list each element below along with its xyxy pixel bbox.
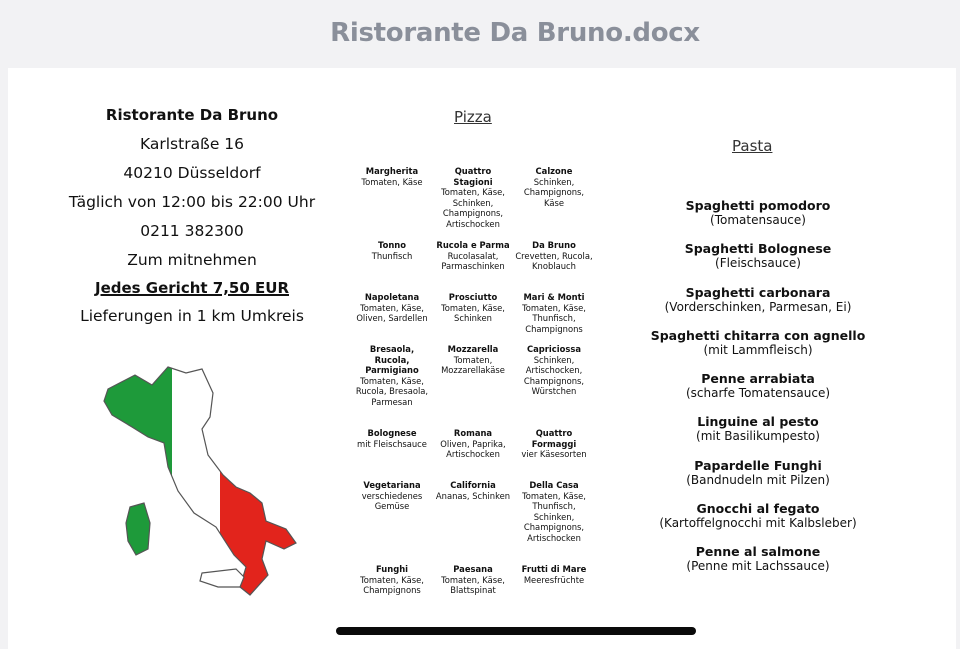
pizza-item: [515, 480, 593, 544]
pizza-desc: Tomaten, Käse, Champignons: [360, 574, 424, 596]
pizza-item: [434, 564, 512, 596]
pizza-item: [434, 166, 512, 230]
pizza-desc: Tomaten, Käse, Schinken, Champignons, Artischocken: [441, 187, 505, 229]
pizza-item: [434, 428, 512, 460]
pizza-heading: Pizza: [454, 108, 492, 126]
pizza-name: Quattro Stagioni: [453, 166, 493, 187]
pizza-name: Rucola e Parma: [436, 240, 510, 250]
pasta-desc: (mit Basilikumpesto): [696, 429, 820, 444]
price-note: Jedes Gericht 7,50 EUR: [94, 279, 289, 297]
pasta-desc: (Vorderschinken, Parmesan, Ei): [664, 299, 852, 314]
pizza-name: Bolognese: [367, 428, 417, 438]
pizza-desc: Ananas, Schinken: [435, 490, 511, 501]
pizza-item: [353, 240, 431, 261]
pasta-name: Gnocchi al fegato: [696, 501, 820, 517]
pizza-name: Quattro Formaggi: [531, 428, 577, 449]
pasta-desc: (Penne mit Lachssauce): [686, 559, 830, 574]
italy-map-image: [90, 363, 305, 603]
pizza-name: Frutti di Mare: [521, 564, 587, 574]
pizza-name: Da Bruno: [532, 240, 576, 250]
pizza-name: Funghi: [375, 564, 409, 574]
pizza-name: Mari & Monti: [523, 292, 585, 302]
pizza-item: [353, 166, 431, 187]
pasta-item: [638, 458, 878, 501]
pizza-desc: Tomaten, Käse, Schinken: [441, 302, 505, 324]
pizza-desc: Oliven, Paprika, Artischocken: [440, 438, 506, 460]
pizza-desc: vier Käsesorten: [521, 449, 587, 460]
pasta-item: [638, 371, 878, 414]
pasta-name: Spaghetti pomodoro: [685, 198, 831, 213]
pizza-desc: mit Fleischsauce: [357, 438, 427, 449]
pizza-item: [515, 292, 593, 334]
pizza-name: Prosciutto: [448, 292, 498, 302]
pizza-name: Vegetariana: [363, 480, 421, 490]
pizza-name: Paesana: [453, 564, 493, 574]
pizza-item: [353, 480, 431, 512]
pasta-name: Penne al salmone: [695, 544, 821, 560]
pizza-name: Romana: [453, 428, 493, 438]
restaurant-city: 40210 Düsseldorf: [123, 164, 261, 182]
pizza-desc: Tomaten, Käse: [361, 176, 423, 187]
pizza-name: California: [450, 480, 496, 490]
takeaway-note: Zum mitnehmen: [127, 251, 257, 269]
pizza-item: [434, 480, 512, 501]
pizza-item: [434, 240, 512, 272]
phone-number: 0211 382300: [140, 222, 244, 240]
pizza-desc: Rucolasalat, Parmaschinken: [441, 250, 505, 272]
pasta-desc: (Kartoffelgnocchi mit Kalbsleber): [659, 516, 857, 531]
restaurant-name: Ristorante Da Bruno: [105, 106, 279, 124]
restaurant-street: Karlstraße 16: [139, 135, 245, 153]
document-page[interactable]: [8, 68, 956, 649]
pizza-desc: Tomaten, Käse, Thunfisch, Schinken, Champignons, Artischocken: [522, 490, 586, 543]
pasta-name: Spaghetti carbonara: [685, 284, 831, 300]
pasta-name: Linguine al pesto: [697, 414, 819, 430]
pizza-desc: Meeresfrüchte: [523, 574, 585, 585]
pizza-item: [353, 428, 431, 449]
pasta-desc: (Bandnudeln mit Pilzen): [686, 472, 830, 487]
pasta-name: Penne arrabiata: [701, 371, 815, 387]
pasta-item: [638, 414, 878, 457]
pizza-item: [515, 166, 593, 208]
pizza-item: [515, 240, 593, 272]
pasta-item: [638, 544, 878, 587]
pasta-item: [638, 328, 878, 371]
pizza-name: Calzone: [535, 166, 573, 176]
pizza-item: [515, 344, 593, 397]
document-title: Ristorante Da Bruno.docx: [330, 18, 700, 48]
pizza-desc: Schinken, Champignons, Käse: [523, 176, 585, 208]
pizza-item: [515, 428, 593, 460]
pizza-name: Napoletana: [364, 292, 420, 302]
pizza-name: Mozzarella: [447, 344, 499, 354]
pasta-item: [638, 285, 878, 328]
pizza-desc: Schinken, Artischocken, Champignons, Würstchen: [523, 354, 585, 397]
pasta-desc: (Tomatensauce): [710, 213, 806, 227]
pasta-heading: Pasta: [732, 137, 773, 155]
pasta-item: [638, 198, 878, 241]
pasta-desc: (mit Lammfleisch): [703, 342, 813, 357]
pizza-desc: Tomaten, Käse, Rucola, Bresaola, Parmesan: [355, 375, 429, 407]
pasta-list: [638, 198, 878, 588]
pasta-desc: (scharfe Tomatensauce): [685, 386, 831, 401]
pasta-item: [638, 501, 878, 544]
delivery-note: Lieferungen in 1 km Umkreis: [80, 307, 304, 325]
pizza-desc: Tomaten, Käse, Thunfisch, Champignons: [522, 302, 586, 334]
pizza-item: [353, 564, 431, 596]
pizza-name: Bresaola, Rucola, Parmigiano: [365, 344, 419, 376]
pizza-item: [353, 344, 431, 408]
pizza-desc: verschiedenes Gemüse: [361, 490, 423, 512]
pizza-item: [353, 292, 431, 324]
opening-hours: Täglich von 12:00 bis 22:00 Uhr: [68, 193, 316, 211]
pasta-name: Spaghetti Bolognese: [684, 241, 832, 257]
pasta-item: [638, 241, 878, 284]
pizza-name: Margherita: [365, 166, 419, 176]
pizza-desc: Tomaten, Käse, Blattspinat: [441, 574, 505, 596]
pizza-name: Della Casa: [529, 480, 579, 490]
pizza-item: [515, 564, 593, 585]
restaurant-info: [62, 106, 322, 335]
pizza-item: [434, 344, 512, 376]
pizza-desc: Thunfisch: [371, 250, 413, 261]
pizza-name: Tonno: [377, 240, 407, 250]
home-indicator-bar[interactable]: [336, 627, 696, 635]
pizza-name: Capriciossa: [526, 344, 581, 354]
pizza-item: [434, 292, 512, 324]
pizza-desc: Crevetten, Rucola, Knoblauch: [515, 250, 593, 272]
pasta-name: Spaghetti chitarra con agnello: [650, 327, 866, 343]
pasta-name: Papardelle Funghi: [694, 457, 822, 473]
pizza-desc: Tomaten, Käse, Oliven, Sardellen: [356, 302, 428, 324]
pizza-desc: Tomaten, Mozzarellakäse: [441, 354, 505, 376]
pasta-desc: (Fleischsauce): [715, 256, 801, 271]
